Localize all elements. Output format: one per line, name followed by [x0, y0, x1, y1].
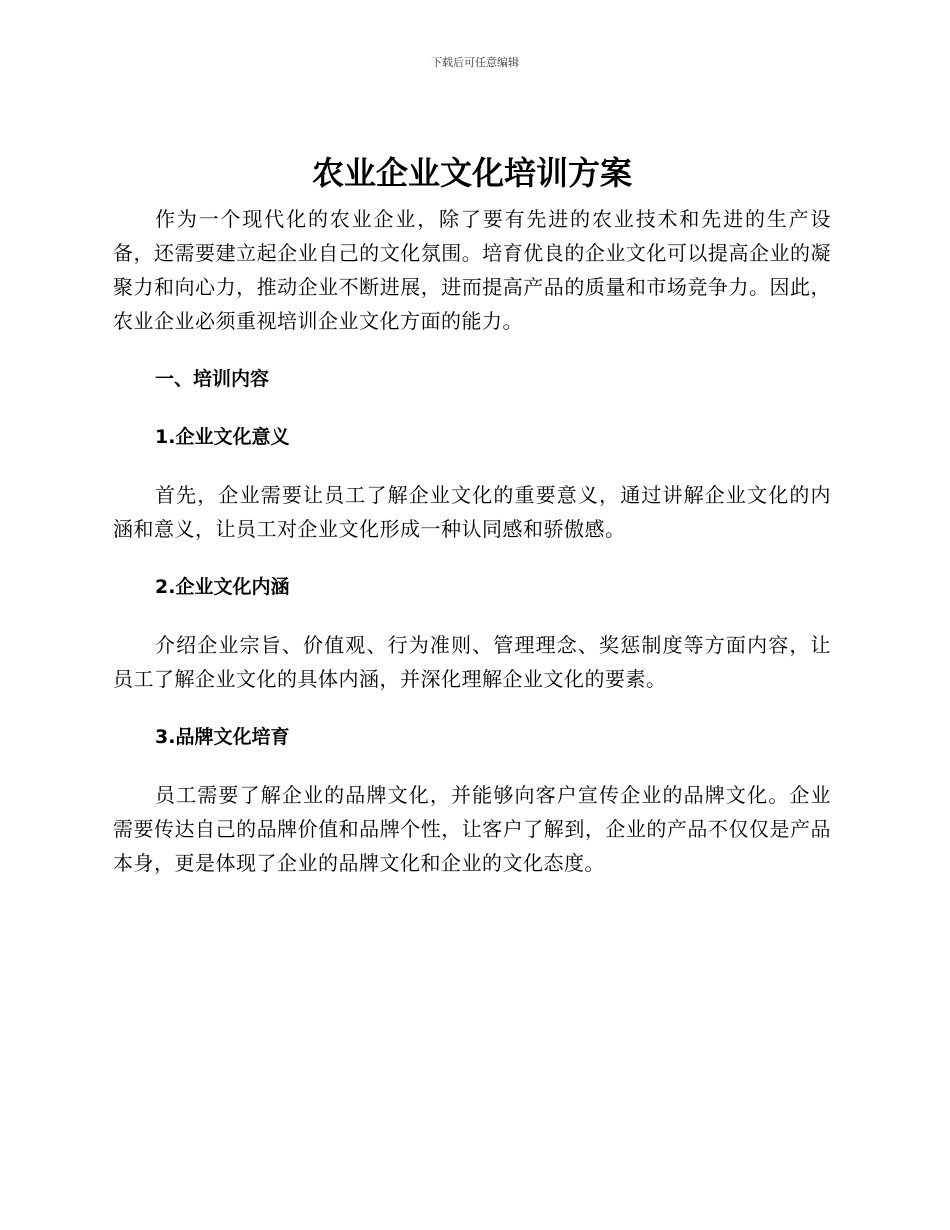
subheading-culture-connotation: 2.企业文化内涵: [155, 576, 290, 598]
document-body: [113, 150, 831, 880]
paragraph-culture-connotation: 介绍企业宗旨、价值观、行为准则、管理理念、奖惩制度等方面内容，让员工了解企业文化的具体内涵，并深化理解企业文化的要素。: [113, 633, 831, 691]
paragraph-culture-meaning: 首先，企业需要让员工了解企业文化的重要意义，通过讲解企业文化的内涵和意义，让员工对企业文化形成一种认同感和骄傲感。: [113, 483, 831, 541]
subheading-brand-culture: 3.品牌文化培育: [155, 726, 290, 748]
subheading-culture-meaning: 1.企业文化意义: [155, 426, 290, 448]
section-heading-training-content: 一、培训内容: [155, 368, 270, 390]
intro-paragraph: 作为一个现代化的农业企业，除了要有先进的农业技术和先进的生产设备，还需要建立起企业自己的文化氛围。培育优良的企业文化可以提高企业的凝聚力和向心力，推动企业不断进展，进而提高产品的质量和市场竞争力。因此，农业企业必须重视培训企业文化方面的能力。: [113, 207, 831, 333]
header-note: 下载后可任意编辑: [431, 56, 519, 69]
document-title: 农业企业文化培训方案: [311, 154, 632, 192]
paragraph-brand-culture: 员工需要了解企业的品牌文化，并能够向客户宣传企业的品牌文化。企业需要传达自己的品牌价值和品牌个性，让客户了解到，企业的产品不仅仅是产品本身，更是体现了企业的品牌文化和企业的文化态度。: [113, 783, 831, 875]
